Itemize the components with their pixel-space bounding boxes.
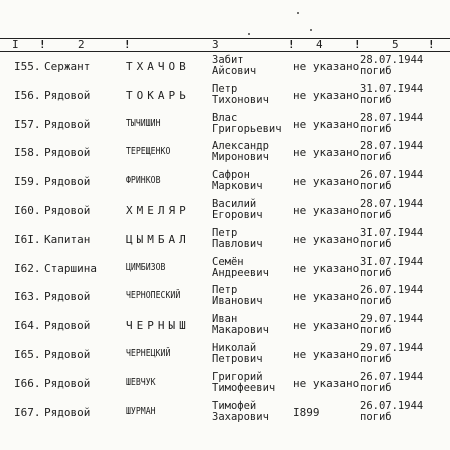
given-name-block: [212, 170, 263, 192]
death-date: 26.07.1944: [360, 169, 424, 182]
surname: ХМЕЛЯР: [126, 204, 190, 217]
first-name: Тимофей: [212, 399, 257, 412]
military-rank: Рядовой: [44, 405, 91, 419]
record-number: I59.: [14, 175, 41, 189]
surname: ФРИНКОВ: [126, 175, 161, 187]
table-row: [0, 283, 450, 311]
patronymic: Тимофеевич: [212, 381, 276, 394]
table-row: [0, 312, 450, 340]
first-name: Забит: [212, 54, 244, 66]
death-info-block: [360, 141, 423, 163]
record-number: I56.: [14, 88, 41, 102]
death-info-block: [360, 401, 423, 423]
table-row: [0, 197, 450, 225]
record-number: I63.: [14, 290, 41, 304]
surname: ЦИМБИЗОВ: [126, 261, 166, 273]
military-rank: Рядовой: [44, 88, 91, 102]
first-name: Александр: [212, 140, 269, 153]
death-status: погиб: [360, 180, 392, 193]
birth-year: не указано: [293, 60, 360, 73]
death-info-block: [360, 343, 423, 365]
first-name: Николай: [212, 342, 257, 354]
death-status: погиб: [360, 295, 392, 308]
record-number: I66.: [14, 376, 41, 390]
table-row: [0, 82, 450, 110]
given-name-block: [212, 84, 269, 106]
table-row: [0, 53, 450, 81]
military-rank: Старшина: [44, 261, 97, 275]
death-status: погиб: [360, 324, 392, 337]
military-rank: Рядовой: [44, 290, 91, 304]
table-row: [0, 139, 450, 167]
patronymic: Айсович: [212, 65, 257, 77]
record-number: I58.: [14, 146, 41, 160]
surname: ЧЕРНЕЦКИЙ: [126, 348, 171, 359]
paper-speck: [310, 29, 312, 31]
first-name: Семён: [212, 255, 244, 268]
surname: ЦЫМБАЛ: [126, 232, 190, 246]
column-header-4: 4: [316, 38, 323, 51]
column-separator: !: [354, 38, 361, 51]
record-number: I65.: [14, 348, 41, 361]
column-header-2: 2: [78, 38, 85, 51]
first-name: Влас: [212, 111, 238, 124]
given-name-block: [212, 228, 263, 250]
table-row: [0, 341, 450, 369]
military-rank: Рядовой: [44, 204, 91, 217]
given-name-block: [212, 314, 269, 336]
death-status: погиб: [360, 381, 392, 394]
birth-year: не указано: [293, 319, 360, 333]
patronymic: Захарович: [212, 410, 269, 423]
record-number: I67.: [14, 405, 41, 419]
birth-year: не указано: [293, 376, 360, 390]
death-info-block: [360, 199, 423, 221]
surname: ТЫЧИШИН: [126, 117, 161, 129]
column-separator: !: [124, 38, 131, 51]
surname: ШЕВЧУК: [126, 376, 156, 388]
patronymic: Григорьевич: [212, 122, 282, 135]
birth-year: I899: [293, 405, 320, 419]
record-number: I60.: [14, 204, 41, 217]
given-name-block: [212, 343, 263, 365]
birth-year: не указано: [293, 232, 360, 246]
death-info-block: [360, 372, 423, 394]
column-header-1: I: [12, 38, 19, 51]
military-rank: Капитан: [44, 232, 91, 246]
given-name-block: [212, 285, 263, 307]
table-row: [0, 226, 450, 254]
death-date: 26.07.1944: [360, 399, 424, 412]
column-header-5: 5: [392, 38, 399, 51]
record-number: I6I.: [14, 232, 41, 246]
first-name: Петр: [212, 226, 238, 239]
birth-year: не указано: [293, 261, 360, 275]
birth-year: не указано: [293, 146, 360, 160]
patronymic: Павлович: [212, 237, 263, 250]
table-row: [0, 255, 450, 283]
death-date: 28.07.1944: [360, 54, 424, 66]
death-info-block: [360, 285, 423, 307]
birth-year: не указано: [293, 348, 360, 361]
patronymic: Петрович: [212, 353, 263, 365]
death-info-block: [360, 84, 423, 106]
death-info-block: [360, 257, 423, 279]
given-name-block: [212, 55, 256, 77]
birth-year: не указано: [293, 204, 360, 217]
surname: ЧЕРНОПЕСКИЙ: [126, 290, 181, 302]
patronymic: Макарович: [212, 324, 269, 337]
death-date: 26.07.1944: [360, 370, 424, 383]
death-info-block: [360, 314, 423, 336]
military-rank: Рядовой: [44, 376, 91, 390]
death-status: погиб: [360, 237, 392, 250]
death-info-block: [360, 113, 423, 135]
record-number: I64.: [14, 319, 41, 333]
first-name: Петр: [212, 284, 238, 297]
military-rank: Рядовой: [44, 348, 91, 361]
death-status: погиб: [360, 93, 392, 106]
patronymic: Егорович: [212, 209, 263, 221]
column-header-3: 3: [212, 38, 219, 51]
paper-speck: [248, 33, 250, 35]
header-bottom-rule: [0, 51, 450, 52]
surname: ТЕРЕЩЕНКО: [126, 146, 171, 158]
death-date: 3I.07.I944: [360, 226, 424, 239]
birth-year: не указано: [293, 290, 360, 304]
birth-year: не указано: [293, 117, 360, 131]
birth-year: не указано: [293, 88, 360, 102]
given-name-block: [212, 113, 282, 135]
surname: ТХАЧОВ: [126, 60, 190, 73]
record-number: I62.: [14, 261, 41, 275]
paper-speck: [297, 12, 299, 14]
table-row: [0, 370, 450, 398]
table-row: [0, 168, 450, 196]
patronymic: Андреевич: [212, 266, 269, 279]
death-info-block: [360, 170, 423, 192]
table-row: [0, 111, 450, 139]
death-status: погиб: [360, 151, 392, 164]
death-status: погиб: [360, 266, 392, 279]
patronymic: Маркович: [212, 180, 263, 193]
military-rank: Сержант: [44, 60, 91, 73]
military-rank: Рядовой: [44, 117, 91, 131]
patronymic: Миронович: [212, 151, 269, 164]
given-name-block: [212, 199, 263, 221]
death-status: погиб: [360, 353, 392, 365]
death-date: 28.07.1944: [360, 198, 424, 210]
first-name: Василий: [212, 198, 257, 210]
first-name: Иван: [212, 313, 238, 326]
surname: ШУРМАН: [126, 405, 156, 417]
military-rank: Рядовой: [44, 319, 91, 333]
given-name-block: [212, 141, 269, 163]
column-separator: !: [39, 38, 46, 51]
military-rank: Рядовой: [44, 175, 91, 189]
death-info-block: [360, 55, 423, 77]
surname: ТОКАРЬ: [126, 88, 190, 102]
first-name: Сафрон: [212, 169, 250, 182]
death-date: 28.07.1944: [360, 140, 424, 153]
given-name-block: [212, 401, 269, 423]
death-status: погиб: [360, 209, 392, 221]
death-status: погиб: [360, 410, 392, 423]
death-status: погиб: [360, 65, 392, 77]
death-date: 31.07.I944: [360, 82, 424, 95]
surname: ЧЕРНЫШ: [126, 319, 190, 333]
death-date: 29.07.1944: [360, 342, 424, 354]
patronymic: Тихонович: [212, 93, 269, 106]
death-date: 29.07.1944: [360, 313, 424, 326]
record-number: I55.: [14, 60, 41, 73]
patronymic: Иванович: [212, 295, 263, 308]
given-name-block: [212, 372, 275, 394]
column-separator: !: [288, 38, 295, 51]
death-status: погиб: [360, 122, 392, 135]
death-date: 3I.07.I944: [360, 255, 424, 268]
column-header-row: [0, 39, 450, 51]
death-date: 28.07.1944: [360, 111, 424, 124]
first-name: Петр: [212, 82, 238, 95]
birth-year: не указано: [293, 175, 360, 189]
first-name: Григорий: [212, 370, 263, 383]
record-number: I57.: [14, 117, 41, 131]
death-date: 26.07.1944: [360, 284, 424, 297]
given-name-block: [212, 257, 269, 279]
death-info-block: [360, 228, 423, 250]
military-rank: Рядовой: [44, 146, 91, 160]
table-row: [0, 399, 450, 427]
column-separator: !: [428, 38, 435, 51]
